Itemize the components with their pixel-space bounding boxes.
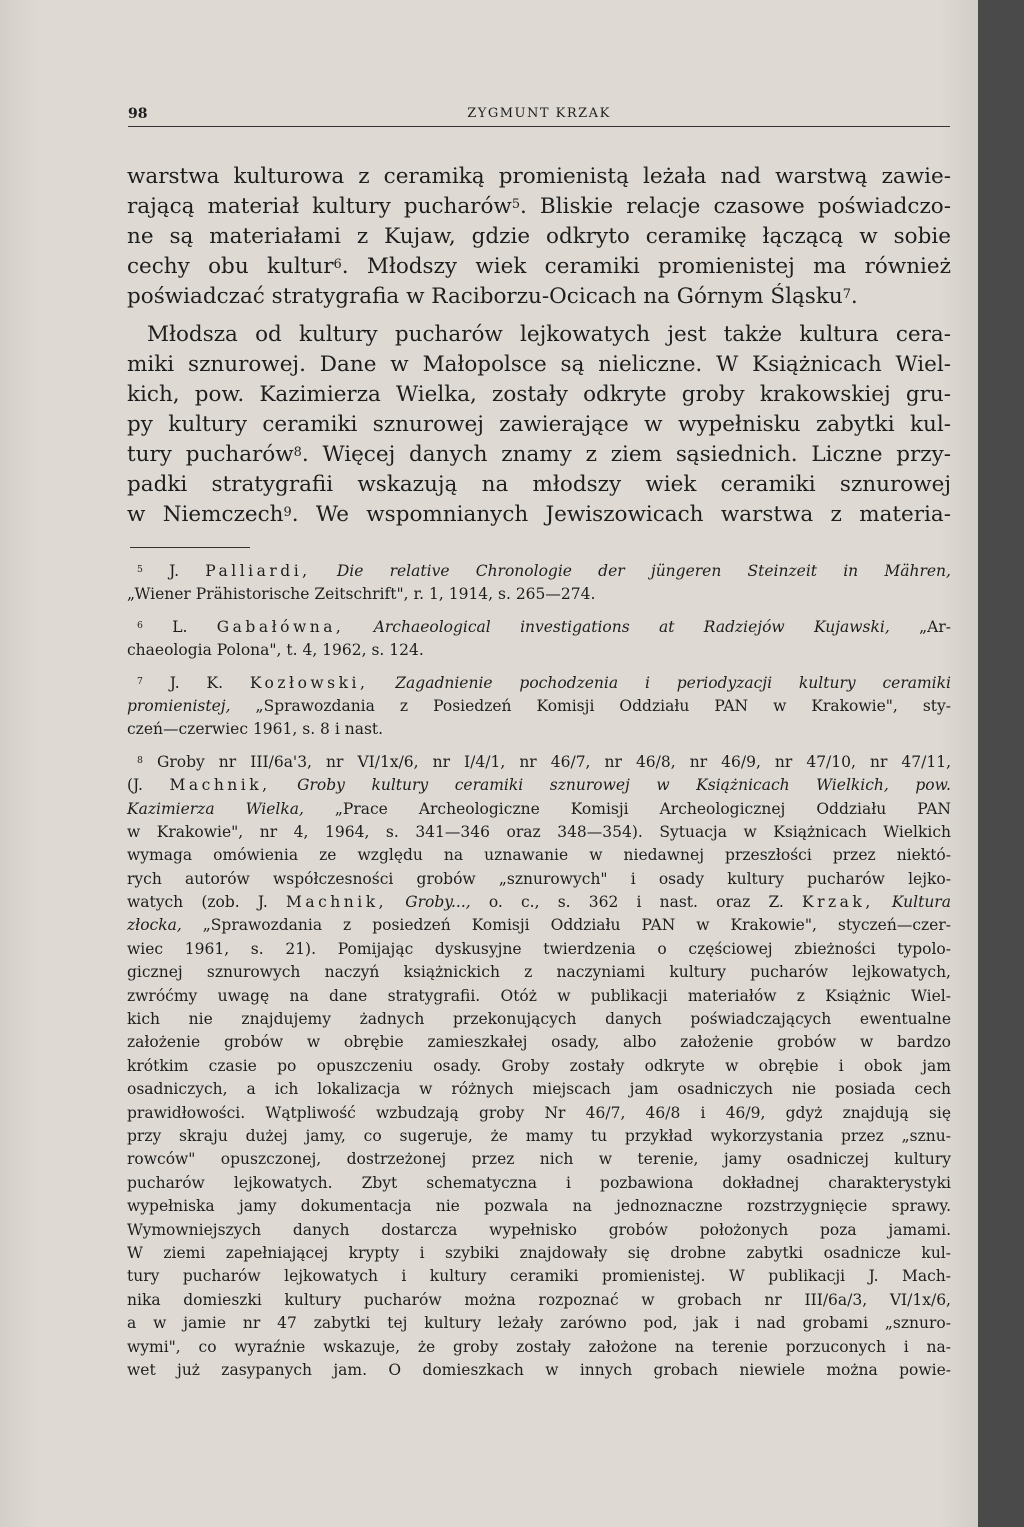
footnotes (127, 560, 951, 1382)
text-line: $^5$ J. Palliardi, Die relative Chronologie der jüngeren Steinzeit in Mähren, (137, 562, 951, 580)
text-line: nika domieszki kultury pucharów można rozpoznać w grobach nr III/6a/3, VI/1x/6, (127, 1290, 951, 1309)
text-line: pucharów lejkowatych. Zbyt schematyczna i pozbawiona dokładnej charakterystyki (127, 1173, 951, 1192)
text-line: (J. Machnik, Groby kultury ceramiki sznurowej w Książnicach Wielkich, pow. (127, 776, 951, 795)
footnote-ref-6[interactable]: 6 (333, 257, 342, 272)
page-number: 98 (128, 106, 148, 122)
text-line: W ziemi zapełniającej krypty i szybiki znajdowały się drobne zabytki osadnicze kul- (127, 1243, 951, 1262)
running-title: ZYGMUNT KRZAK (467, 106, 611, 121)
footnote-mark: 7 (137, 675, 143, 687)
work-title: Archaeological investigations at Radziejów Kujawski, (373, 617, 890, 636)
work-title: Zagadnienie pochodzenia i periodyzacji kultury ceramiki (395, 673, 951, 692)
text-line: padki stratygrafii wskazują na młodszy wiek ceramiki sznurowej (127, 472, 951, 497)
text-line: tury pucharów lejkowatych i kultury ceramiki promienistej. W publikacji J. Mach- (127, 1267, 951, 1286)
text-line: a w jamie nr 47 zabytki tej kultury leżały zarówno pod, jak i nad grobami „sznuro- (127, 1314, 951, 1333)
footnote-ref-9[interactable]: 9 (283, 505, 292, 520)
footnote-ref-5[interactable]: 5 (511, 197, 521, 212)
text-line: rych autorów współczesności grobów „sznurowych" i osady kultury pucharów lejko- (127, 869, 951, 888)
text-line: złocka, „Sprawozdania z posiedzeń Komisji Oddziału PAN w Krakowie", styczeń—czer- (127, 916, 951, 935)
footnote-ref-7[interactable]: 7 (842, 287, 851, 302)
footnote-mark: 6 (137, 619, 143, 631)
text-line: $^7$ J. K. Kozłowski, Zagadnienie pochodzenia i periodyzacji kultury ceramiki (137, 673, 951, 692)
text-line: kich nie znajdujemy żadnych przekonujących danych poświadczających ewentualne (127, 1010, 951, 1029)
footnote-rule (130, 547, 250, 548)
text-line: założenie grobów w obrębie zamieszkałej osady, albo założenie grobów w bardzo (127, 1033, 951, 1052)
text-line: tury pucharów$^8$. Więcej danych znamy z ziem sąsiednich. Liczne przy- (127, 442, 951, 467)
text-line: „Wiener Prähistorische Zeitschrift", r. 1, 1914, s. 265—274. (127, 585, 596, 604)
page-header (128, 104, 950, 127)
text-line: prawidłowości. Wątpliwość wzbudzają groby Nr 46/7, 46/8 i 46/9, gdyż znajdują się (127, 1103, 951, 1122)
text-line: Kazimierza Wielka, „Prace Archeologiczne Komisji Archeologicznej Oddziału PAN (127, 799, 951, 818)
text-line: watych (zob. J. Machnik, Groby..., o. c., s. 362 i nast. oraz Z. Krzak, Kultura (127, 893, 951, 912)
footnote-8 (127, 751, 951, 1383)
text-line: miki sznurowej. Dane w Małopolsce są nieliczne. W Książnicach Wiel- (127, 352, 951, 377)
text-line: chaeologia Polona", t. 4, 1962, s. 124. (127, 641, 424, 660)
text-line: przy skraju dużej jamy, co sugeruje, że mamy tu przykład wykorzystania przez „sznu- (127, 1126, 951, 1145)
author-name: Kozłowski, (249, 673, 369, 692)
paragraph-1 (127, 162, 951, 312)
text-line: wypełniska jamy dokumentacja nie pozwala na jednoznaczne rozstrzygnięcie sprawy. (127, 1197, 951, 1216)
text-line: Młodsza od kultury pucharów lejkowatych jest także kultura cera- (147, 322, 951, 347)
text-line: wymaga omówienia ze względu na uznawanie w niedawnej przeszłości przez niektó- (127, 846, 951, 865)
text-line: $^6$ L. Gabałówna, Archaeological investigations at Radziejów Kujawski, „Ar- (137, 617, 951, 636)
text-line: warstwa kulturowa z ceramiką promienistą leżała nad warstwą zawie- (127, 164, 951, 189)
footnote-ref-8[interactable]: 8 (293, 445, 302, 460)
text-line: rowców" opuszczonej, dostrzeżonej przez nich w terenie, jamy osadniczej kultury (127, 1150, 951, 1169)
text-line: w Niemczech$^9$. We wspomnianych Jewiszowicach warstwa z materia- (127, 502, 951, 527)
main-text (127, 162, 951, 530)
text-line: w Krakowie", nr 4, 1964, s. 341—346 oraz 348—354). Sytuacja w Książnicach Wielkich (127, 822, 951, 841)
text-line: kich, pow. Kazimierza Wielka, zostały odkryte groby krakowskiej gru- (127, 382, 951, 407)
text-line: zwróćmy uwagę na dane stratygrafii. Otóż w publikacji materiałów z Książnic Wiel- (127, 986, 951, 1005)
text-line: osadniczych, a ich lokalizacja w różnych miejscach jam osadniczych nie posiada cech (127, 1080, 951, 1099)
text-line: rającą materiał kultury pucharów$^5$. Bliskie relacje czasowe poświadczo- (127, 194, 951, 219)
footnote-6 (127, 616, 951, 663)
footnote-mark: 5 (137, 564, 143, 575)
author-name: Machnik, (286, 893, 388, 912)
text-line: poświadczać stratygrafia w Raciborzu-Ocicach na Górnym Śląsku$^7$. (127, 284, 858, 309)
footnote-7 (127, 672, 951, 742)
text-line: $^8$ Groby nr III/6a'3, nr VI/1x/6, nr I/4/1, nr 46/7, nr 46/8, nr 46/9, nr 47/10, nr 47/11, (137, 752, 951, 771)
text-line: wymi", co wyraźnie wskazuje, że groby zostały założone na terenie porzuconych i na- (127, 1337, 951, 1356)
footnote-5 (127, 560, 951, 607)
text-line: wet już zasypanych jam. O domieszkach w innych grobach niewiele można powie- (127, 1360, 951, 1379)
text-line: Wymowniejszych danych dostarcza wypełnisko grobów położonych poza jamami. (127, 1220, 951, 1239)
text-line: promienistej, „Sprawozdania z Posiedzeń Komisji Oddziału PAN w Krakowie", sty- (127, 696, 951, 715)
paragraph-2 (127, 320, 951, 530)
text-line: ne są materiałami z Kujaw, gdzie odkryto ceramikę łączącą w sobie (127, 224, 951, 249)
text-line: gicznej sznurowych naczyń książnickich z naczyniami kultury pucharów lejkowatych, (127, 963, 951, 982)
author-name: Gabałówna, (216, 617, 345, 636)
text-line: py kultury ceramiki sznurowej zawierające w wypełnisku zabytki kul- (127, 412, 951, 437)
work-title: Groby kultury ceramiki sznurowej w Książnicach Wielkich, pow. (297, 776, 951, 795)
text-line: krótkim czasie po opuszczeniu osady. Groby zostały odkryte w obrębie i obok jam (127, 1056, 951, 1075)
footnote-mark: 8 (137, 754, 143, 766)
text-line: wiec 1961, s. 21). Pomijając dyskusyjne twierdzenia o częściowej zbieżności typolo- (127, 939, 951, 958)
author-name: Palliardi, (205, 562, 311, 580)
text-line: cechy obu kultur$^6$. Młodszy wiek ceramiki promienistej ma również (127, 254, 951, 279)
author-name: Machnik, (169, 776, 271, 795)
work-title: Die relative Chronologie der jüngeren Steinzeit in Mähren, (336, 562, 951, 580)
text-line: czeń—czerwiec 1961, s. 8 i nast. (127, 720, 384, 739)
author-name: Krzak, (802, 893, 874, 912)
